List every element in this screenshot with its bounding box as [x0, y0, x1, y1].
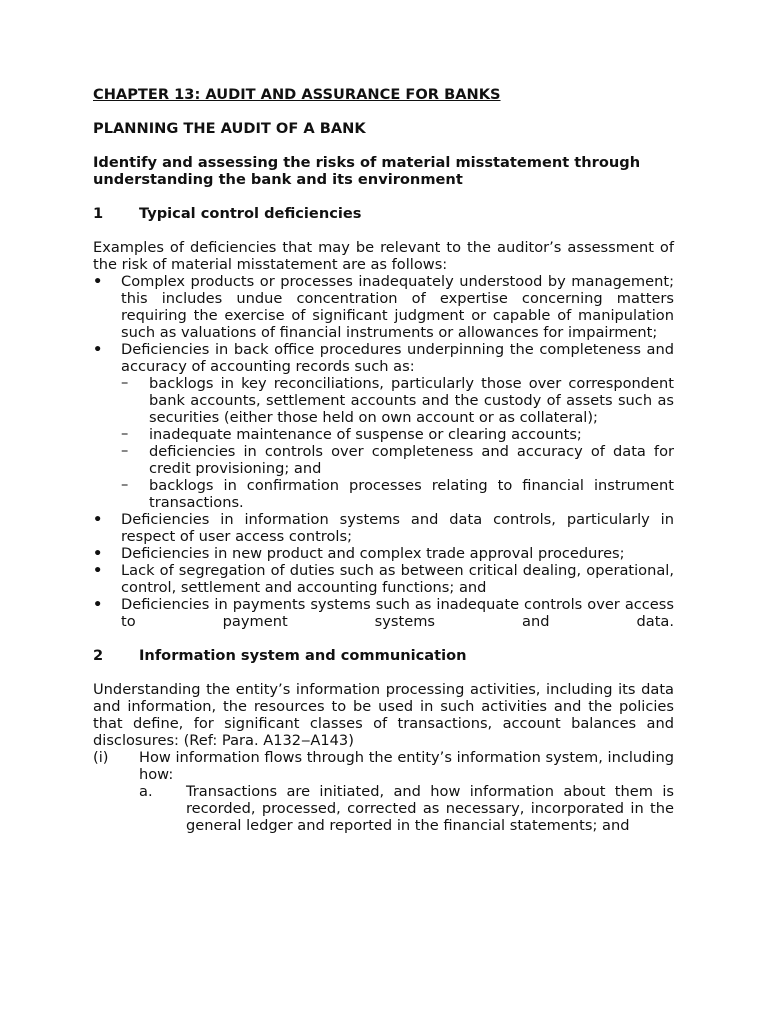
- item-a-label: a.: [139, 783, 153, 800]
- document-content: [93, 86, 674, 834]
- sub-list: [121, 375, 674, 511]
- item-i-label: (i): [93, 749, 109, 766]
- section-subtitle: PLANNING THE AUDIT OF A BANK: [93, 120, 366, 137]
- section-1-intro: Examples of deficiencies that may be relevant to the auditor’s assessment of the risk of material misstatement are as follows:: [93, 239, 674, 273]
- item-a: [139, 783, 674, 834]
- section-2-heading: [93, 647, 674, 664]
- sub-list-item: – inadequate maintenance of suspense or clearing accounts;: [121, 426, 674, 443]
- section-1-title: Typical control deficiencies: [139, 205, 362, 222]
- list-item: • Lack of segregation of duties such as between critical dealing, operational, control, settlement and accounting functions; and: [93, 562, 674, 596]
- section-1-number: 1: [93, 205, 104, 222]
- item-i: [93, 749, 674, 834]
- chapter-title: CHAPTER 13: AUDIT AND ASSURANCE FOR BANKS: [93, 86, 501, 103]
- section-2-number: 2: [93, 647, 104, 664]
- item-a-text: Transactions are initiated, and how information about them is recorded, processed, corrected as necessary, incorporated in the general ledger and reported in the financial statements; and: [186, 783, 674, 834]
- list-item: • Deficiencies in information systems and data controls, particularly in respect of user access controls;: [93, 511, 674, 545]
- sub-list-item: – deficiencies in controls over completeness and accuracy of data for credit provisioning; and: [121, 443, 674, 477]
- section-1-heading: [93, 205, 674, 222]
- list-item: • Deficiencies in back office procedures underpinning the completeness and accuracy of accounting records such as: – backlogs in key reconciliations, particularly those over correspondent bank accounts, settlement accounts and the custody of assets such as securities (either those held on own account or as collateral); – inadequate maintenance of suspense or clearing accounts; – deficiencies in controls over completeness and accuracy of data for credit provisioning; and – backlogs in confirmation processes relating to financial instrument transactions.: [93, 341, 674, 511]
- list-item: • Deficiencies in payments systems such as inadequate controls over access to payment systems and data.: [93, 596, 674, 630]
- section-2-title: Information system and communication: [139, 647, 467, 664]
- section-2-body: [93, 681, 674, 834]
- sub-list-item: – backlogs in confirmation processes relating to financial instrument transactions.: [121, 477, 674, 511]
- item-i-text: How information flows through the entity’s information system, including how:: [139, 749, 674, 783]
- section-2-intro: Understanding the entity’s information processing activities, including its data and information, the resources to be used in such activities and the policies that define, for significant classes of transactions, account balances and disclosures: (Ref: Para. A132‒A143): [93, 681, 674, 749]
- section-1-body: [93, 239, 674, 630]
- sub-list-item: – backlogs in key reconciliations, particularly those over correspondent bank accounts, settlement accounts and the custody of assets such as securities (either those held on own account or as collateral);: [121, 375, 674, 426]
- list-item: • Deficiencies in new product and complex trade approval procedures;: [93, 545, 674, 562]
- list-item: • Complex products or processes inadequately understood by management; this includes undue concentration of expertise concerning matters requiring the exercise of significant judgment or capable of manipulation such as valuations of financial instruments or allowances for impairment;: [93, 273, 674, 341]
- deficiency-list: [93, 273, 674, 630]
- intro-heading: Identify and assessing the risks of material misstatement through understanding the bank and its environment: [93, 154, 641, 188]
